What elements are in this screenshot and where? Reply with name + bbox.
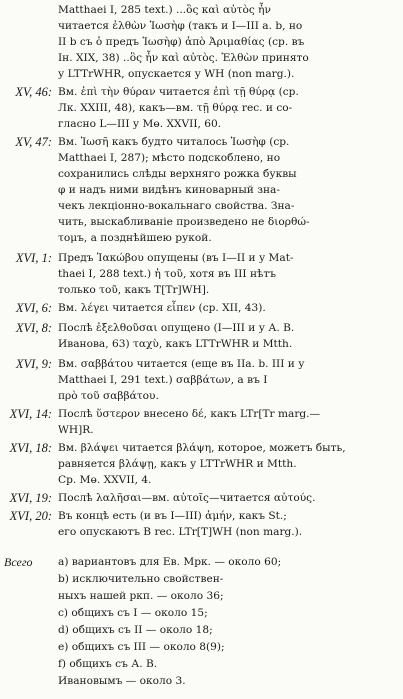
text-line: у LTTrWHR, опускается у WH (non marg.). [58, 68, 295, 80]
text-line: чекъ лекціонно-вокальнаго свойства. Зна- [58, 200, 295, 212]
summary-line-e: e) общихъ съ III — около 8(9); [58, 641, 225, 653]
text-line: чить, выскабливаніе произведено не διορθώ- [58, 216, 310, 228]
text-line: только τοῦ, какъ T[Tr]WH]. [58, 284, 210, 296]
text-line: гласно L—III у Мө. XXVII, 60. [58, 118, 222, 130]
text-line: Послѣ ἐξελθοῦσαι опущено (I—III и у А. В. [58, 322, 295, 334]
verse-reference: XVI, 20: [9, 509, 52, 523]
summary-line-d: d) общихъ съ II — около 18; [58, 624, 213, 636]
entry-text [58, 250, 396, 298]
text-line: Лк. XXIII, 48), какъ—вм. τῇ θύρᾳ rec. и со- [58, 102, 293, 114]
entry-text [58, 406, 396, 438]
verse-reference: XVI, 19: [9, 491, 52, 505]
summary-line-f-cont: Ивановымъ — около 3. [58, 675, 186, 687]
summary-line-c: c) общихъ съ I — около 15; [58, 607, 208, 619]
text-line: τομъ, а позднѣйшею рукой. [58, 232, 212, 244]
summary-line-f: f) общихъ съ А. В. [58, 658, 158, 670]
text-line: Matthaei I, 285 text.) ...ὃς καὶ αὐτὸς ἦν [58, 4, 271, 16]
verse-reference: XV, 46: [15, 85, 52, 99]
text-line: Послѣ ὕστερον внесено δέ, какъ LTr[Tr marg.— [58, 408, 321, 420]
entry-text [58, 134, 396, 246]
text-line: сохранились слѣды верхняго рожка буквы [58, 168, 297, 180]
verse-reference: XVI, 9: [15, 357, 52, 371]
text-line: Предъ Ἰακώβου опущены (въ I—II и у Mat- [58, 252, 294, 264]
verse-reference: XV, 47: [15, 135, 52, 149]
text-line: Въ концѣ есть (и въ I—III) ἀμήν, какъ St.; [58, 510, 287, 522]
entry-text [58, 508, 396, 540]
text-line: Послѣ λαλῆσαι—вм. αὐτοῖς—читается αὐτούς. [58, 492, 316, 504]
text-line: Iн. XIX, 38) ..ὃς ἦν καὶ αὐτὸς. Ἐλθὼν принято [58, 52, 309, 64]
intro-text [58, 2, 396, 82]
text-line: II b съ ὁ предъ Ἰωσὴφ) ἀπὸ Ἀριμαθίας (ср. въ [58, 36, 305, 48]
text-line: Вм. βλάψει читается βλάψη, которое, можетъ быть, [58, 442, 346, 454]
summary-line-a: а) вариантовъ для Ев. Мрк. — около 60; [58, 556, 282, 568]
text-line: Вм. ἐπὶ τὴν θύραν читается ἐπὶ τῇ θύρᾳ (ср. [58, 86, 299, 98]
text-line: Matthaei I, 291 text.) σαββάτων, а въ I [58, 374, 268, 386]
text-line: Ср. Мө. XXVII, 4. [58, 474, 152, 486]
entry-text [58, 440, 396, 488]
text-line: Вм. λέγει читается εἶπεν (ср. XII, 43). [58, 302, 266, 314]
entry-text [58, 490, 396, 506]
entry-text [58, 300, 396, 316]
verse-reference: XVI, 18: [9, 441, 52, 455]
verse-reference: XVI, 1: [15, 251, 52, 265]
summary-line-b: b) исключительно свойствен- [58, 573, 224, 585]
verse-reference: XVI, 14: [9, 407, 52, 421]
text-line: Вм. Ἰωσῆ какъ будто читалось Ἰωσὴφ (ср. [58, 136, 290, 148]
summary-line-b-cont: ныхъ нашей ркп. — около 36; [58, 590, 224, 602]
text-line: φ и надъ ними видѣнъ киноварный зна- [58, 184, 280, 196]
text-line: его опускаютъ В rec. LTr[T]WH (non marg.). [58, 526, 303, 538]
entry-text [58, 84, 396, 132]
text-line: читается ἐλθὼν Ἰωσὴφ (такъ и I—III а. b, но [58, 20, 303, 32]
text-line: Иванова, 63) ταχὺ, какъ LTTrWHR и Mtth. [58, 338, 293, 350]
text-line: равняется βλάψῃ, какъ у LTTrWHR и Mtth. [58, 458, 297, 470]
text-line: Вм. σαββάτου читается (еще въ IIa. b. III и у [58, 358, 305, 370]
summary-title: Всего [4, 555, 33, 569]
entry-text [58, 320, 396, 352]
entry-text [58, 356, 396, 404]
text-line: πρὸ τοῦ σαββάτου. [58, 390, 159, 402]
verse-reference: XVI, 8: [15, 321, 52, 335]
verse-reference: XVI, 6: [15, 301, 52, 315]
text-line: thaei I, 288 text.) ἡ τοῦ, хотя въ III нѣтъ [58, 268, 276, 280]
text-line: Matthaei I, 287); мѣсто подскоблено, но [58, 152, 281, 164]
text-line: WH]R. [58, 424, 94, 436]
